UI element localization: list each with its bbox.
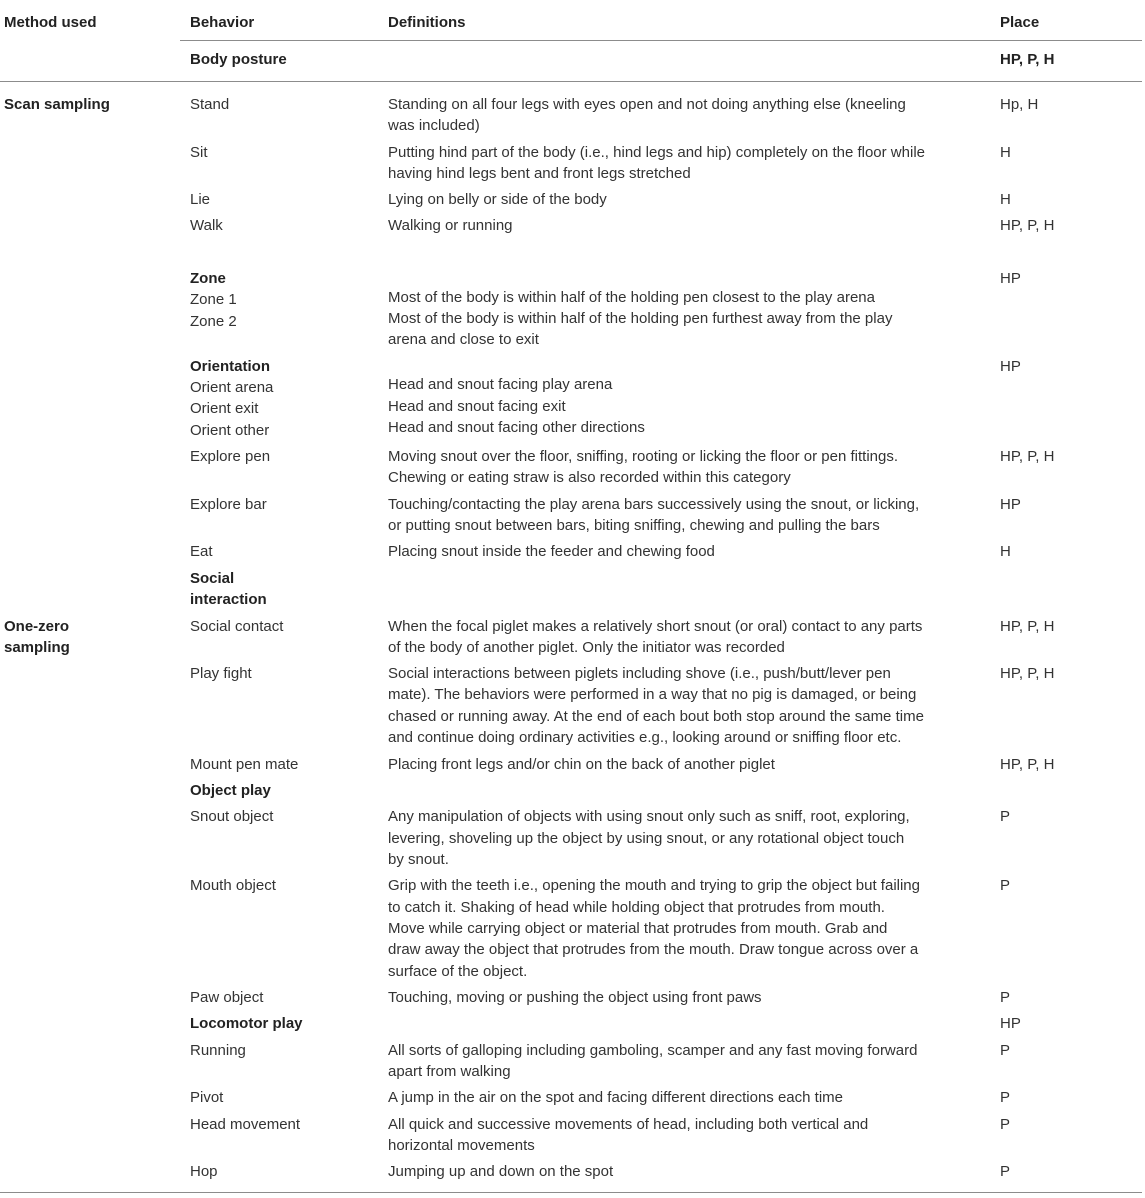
- place-walk: HP, P, H: [1000, 217, 1055, 234]
- behavior-social-contact: Social contact: [190, 618, 284, 635]
- behavior-lie: Lie: [190, 191, 211, 208]
- place-mount-pen-mate: HP, P, H: [1000, 756, 1055, 773]
- place-mouth-object: P: [1000, 877, 1011, 894]
- definition-mouth-object: Move while carrying object or material that protrudes from mouth. Grab and: [388, 920, 888, 937]
- definition-head-movement: horizontal movements: [388, 1137, 535, 1154]
- behavior-zone-1: Zone 1: [190, 291, 237, 308]
- definition-explore-pen: Moving snout over the floor, sniffing, rooting or licking the floor or pen fittings.: [388, 448, 898, 465]
- definition-snout-object: by snout.: [388, 851, 449, 868]
- place-hop: P: [1000, 1163, 1011, 1180]
- definition-explore-pen: Chewing or eating straw is also recorded within this category: [388, 469, 791, 486]
- method-one-zero-sampling: One-zero: [4, 618, 70, 635]
- place-explore-pen: HP, P, H: [1000, 448, 1055, 465]
- definition-head-movement: All quick and successive movements of head, including both vertical and: [388, 1116, 869, 1133]
- place-eat: H: [1000, 543, 1011, 560]
- place-social-contact: HP, P, H: [1000, 618, 1055, 635]
- behavior-play-fight: Play fight: [190, 665, 252, 682]
- definition-stand: Standing on all four legs with eyes open and not doing anything else (kneeling: [388, 96, 906, 113]
- behavior-walk: Walk: [190, 217, 223, 234]
- group-zone: Zone: [190, 270, 226, 287]
- place-sit: H: [1000, 144, 1011, 161]
- definition-explore-bar: or putting snout between bars, biting sniffing, chewing and pulling the bars: [388, 517, 880, 534]
- group-object-play: Object play: [190, 782, 271, 799]
- definition-orient-other: Head and snout facing other directions: [388, 419, 645, 436]
- header-definitions: Definitions: [388, 14, 466, 31]
- group-locomotor-play-place: HP: [1000, 1015, 1021, 1032]
- behavior-snout-object: Snout object: [190, 808, 274, 825]
- definition-social-contact: When the focal piglet makes a relatively short snout (or oral) contact to any parts: [388, 618, 923, 635]
- behavior-explore-pen: Explore pen: [190, 448, 271, 465]
- definition-explore-bar: Touching/contacting the play arena bars successively using the snout, or licking,: [388, 496, 920, 513]
- place-running: P: [1000, 1042, 1011, 1059]
- definition-mouth-object: draw away the object that protrudes from the mouth. Draw tongue across over a: [388, 941, 919, 958]
- definition-stand: was included): [388, 117, 480, 134]
- header-rule: [180, 40, 1142, 41]
- behavior-orient-exit: Orient exit: [190, 400, 259, 417]
- behavior-hop: Hop: [190, 1163, 218, 1180]
- place-stand: Hp, H: [1000, 96, 1039, 113]
- group-orientation: Orientation: [190, 358, 271, 375]
- definition-play-fight: Social interactions between piglets including shove (i.e., push/butt/lever pen: [388, 665, 891, 682]
- behavior-orient-arena: Orient arena: [190, 379, 274, 396]
- definition-snout-object: levering, shoveling up the object by using snout, or any rotational object touch: [388, 830, 905, 847]
- behavior-paw-object: Paw object: [190, 989, 264, 1006]
- group-orientation-place: HP: [1000, 358, 1021, 375]
- definition-zone-1: Most of the body is within half of the holding pen closest to the play arena: [388, 289, 875, 306]
- definition-play-fight: mate). The behaviors were performed in a way that no pig is damaged, or being: [388, 686, 917, 703]
- method-one-zero-sampling: sampling: [4, 639, 70, 656]
- definition-play-fight: chased or running away. At the end of each bout both stop around the same time: [388, 708, 924, 725]
- section-rule: [0, 81, 1142, 82]
- group-social-interaction: interaction: [190, 591, 267, 608]
- behavior-orient-other: Orient other: [190, 422, 270, 439]
- definition-pivot: A jump in the air on the spot and facing different directions each time: [388, 1089, 843, 1106]
- definition-mount-pen-mate: Placing front legs and/or chin on the back of another piglet: [388, 756, 775, 773]
- definition-sit: Putting hind part of the body (i.e., hind legs and hip) completely on the floor while: [388, 144, 925, 161]
- header-place: Place: [1000, 14, 1040, 31]
- header-method: Method used: [4, 14, 97, 31]
- definition-play-fight: and continue doing ordinary activities e.g., looking around or sniffing floor etc.: [388, 729, 902, 746]
- behavior-pivot: Pivot: [190, 1089, 224, 1106]
- behavior-running: Running: [190, 1042, 246, 1059]
- definition-zone-2: Most of the body is within half of the holding pen furthest away from the play: [388, 310, 893, 327]
- behavior-head-movement: Head movement: [190, 1116, 301, 1133]
- group-social-interaction: Social: [190, 570, 235, 587]
- group-body-posture: Body posture: [190, 51, 287, 68]
- behavior-eat: Eat: [190, 543, 213, 560]
- place-head-movement: P: [1000, 1116, 1011, 1133]
- definition-lie: Lying on belly or side of the body: [388, 191, 607, 208]
- definition-hop: Jumping up and down on the spot: [388, 1163, 614, 1180]
- place-paw-object: P: [1000, 989, 1011, 1006]
- behavior-explore-bar: Explore bar: [190, 496, 267, 513]
- place-snout-object: P: [1000, 808, 1011, 825]
- behavior-zone-2: Zone 2: [190, 313, 237, 330]
- definition-eat: Placing snout inside the feeder and chewing food: [388, 543, 715, 560]
- definition-zone-2: arena and close to exit: [388, 331, 539, 348]
- behavior-stand: Stand: [190, 96, 230, 113]
- behavior-sit: Sit: [190, 144, 208, 161]
- definition-snout-object: Any manipulation of objects with using snout only such as sniff, root, exploring,: [388, 808, 910, 825]
- behavior-mouth-object: Mouth object: [190, 877, 276, 894]
- definition-mouth-object: Grip with the teeth i.e., opening the mouth and trying to grip the object but failing: [388, 877, 920, 894]
- group-body-posture-place: HP, P, H: [1000, 51, 1055, 68]
- definition-social-contact: of the body of another piglet. Only the initiator was recorded: [388, 639, 785, 656]
- place-pivot: P: [1000, 1089, 1011, 1106]
- definition-sit: having hind legs bent and front legs stretched: [388, 165, 691, 182]
- group-locomotor-play: Locomotor play: [190, 1015, 303, 1032]
- definition-running: All sorts of galloping including gamboling, scamper and any fast moving forward: [388, 1042, 918, 1059]
- method-scan-sampling: Scan sampling: [4, 96, 110, 113]
- table-bottom-rule: [0, 1192, 1142, 1193]
- definition-paw-object: Touching, moving or pushing the object using front paws: [388, 989, 762, 1006]
- definition-mouth-object: to catch it. Shaking of head while holding object that protrudes from mouth.: [388, 899, 885, 916]
- definition-walk: Walking or running: [388, 217, 513, 234]
- definition-orient-exit: Head and snout facing exit: [388, 398, 566, 415]
- place-explore-bar: HP: [1000, 496, 1021, 513]
- definition-mouth-object: surface of the object.: [388, 963, 528, 980]
- group-zone-place: HP: [1000, 270, 1021, 287]
- definition-orient-arena: Head and snout facing play arena: [388, 376, 613, 393]
- definition-running: apart from walking: [388, 1063, 511, 1080]
- place-lie: H: [1000, 191, 1011, 208]
- place-play-fight: HP, P, H: [1000, 665, 1055, 682]
- header-behavior: Behavior: [190, 14, 255, 31]
- behavior-mount-pen-mate: Mount pen mate: [190, 756, 299, 773]
